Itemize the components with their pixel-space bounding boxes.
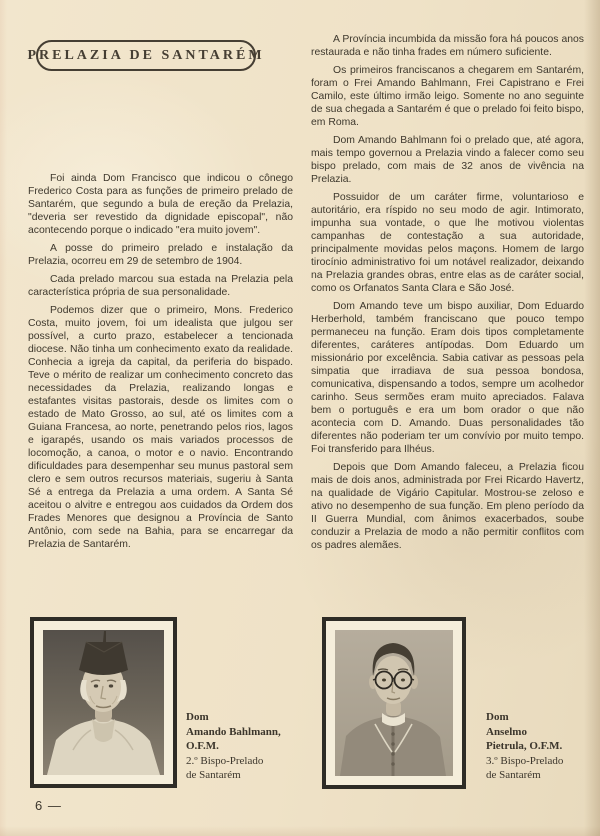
- paragraph: Os primeiros franciscanos a chegarem em Santarém, foram o Frei Amando Bahlmann, Frei Capistrano e Frei Camilo, este último irmão leigo. Somente no ano seguinte de sua chegada a Santarém é que o prelado foi feito bispo, em Roma.: [311, 65, 584, 128]
- paragraph: Podemos dizer que o primeiro, Mons. Frederico Costa, muito jovem, foi um idealista que julgou ser possível, a curto prazo, estabelecer a tencionada diocese. Não tinha um conhecimento exato da realidade. Conhecia a igreja da capital, da periferia do bispado. Teve o mérito de realizar um conhecimento concreto das necessidades da Prelazia, realizando longas e estafantes visitas pastorais, desde os limites com o estado de Mato Grosso, ao sul, até os limites com a Guiana Francesa, ao norte, penetrando pelos rios, lagos e igarapés, usando os mais variados processos de locomoção, a canoa, o motor e o navio. Encontrando dificuldades para desempenhar seu munus pastoral sem clero e sem outros recursos materiais, sugeriu à Santa Sé a entrega da Prelazia a uma ordem. A Santa Sé aceitou o alvitre e entregou aos cuidados da Ordem dos Frades Menores que designou a Província de Santo Antônio, com sede na Bahia, para se encarregar da Prelazia de Santarém.: [28, 305, 293, 550]
- caption-line: Pietrula, O.F.M.: [486, 740, 563, 752]
- caption-line: Amando Bahlmann,: [186, 725, 281, 738]
- caption-line: de Santarém: [486, 769, 541, 781]
- photo-frame-bahlmann: [30, 617, 177, 788]
- paragraph: Dom Amando teve um bispo auxiliar, Dom Eduardo Herberhold, também franciscano que pouco tempo permaneceu na função. Eram dois tipos completamente diferentes, caráteres antípodas. Dom Eduardo um missionário por excelência. Sabia cativar as pessoas pela simpatia que irradiava de sua pessoa bondosa, comunicativa, dispensando a todos, sempre um acolhedor carinho. Seus sermões eram muito apreciados. Falava bem o português e era um bom orador o que não acontecia com D. Amando. Duas personalidades tão diferentes não poderiam ter um convívio por muito tempo. Foi transferido para Ilhéus.: [311, 301, 584, 455]
- caption-line: de Santarém: [186, 769, 241, 781]
- page-title-box: [27, 40, 265, 71]
- caption-line: Anselmo: [486, 725, 527, 738]
- page-title: PRELAZIA DE SANTARÉM: [27, 47, 265, 63]
- caption-bahlmann: [186, 710, 281, 783]
- paragraph: A posse do primeiro prelado e instalação da Prelazia, ocorreu em 29 de setembro de 1904.: [28, 243, 293, 267]
- page-number: 6 —: [35, 798, 62, 813]
- paragraph: Possuidor de um caráter firme, voluntarioso e autoritário, era ríspido no seu modo de agir. Intimorato, impunha sua vontade, o que lhe motivou violentas campanhas de contestação a sua autoridade, principalmente movidas pelos maçons. Homem de largo tirocínio administrativo foi um notável realizador, deixando na Prelazia grandes obras, entre elas as de caráter social, como os Orfanatos Santa Clara e São José.: [311, 192, 584, 294]
- caption-line: 2.º Bispo-Prelado: [186, 754, 264, 767]
- paragraph: Foi ainda Dom Francisco que indicou o cônego Frederico Costa para as funções de primeiro prelado de Santarém, que segundo a bula de ereção da Prelazia, "deveria ser revestido da dignidade episcopal", não acontecendo porque o indicado "era muito jovem".: [28, 173, 293, 236]
- paragraph: Cada prelado marcou sua estada na Prelazia pela característica própria de sua personalidade.: [28, 274, 293, 298]
- photo-frame-pietrula: [322, 617, 466, 789]
- caption-pietrula: [486, 710, 563, 783]
- paragraph: Depois que Dom Amando faleceu, a Prelazia ficou mais de dois anos, administrada por Frei Ricardo Havertz, na qualidade de Vigário Capitular. Mostrou-se zeloso e ativo no desempenho de sua função. Em pleno período da II Guerra Mundial, com ânimos exacerbados, soube conduzir a Prelazia de modo a não permitir conflitos com os padres alemães.: [311, 462, 584, 551]
- caption-line: O.F.M.: [186, 740, 219, 752]
- pietrula-portrait-illustration: [335, 630, 453, 776]
- caption-line: Dom: [186, 711, 209, 723]
- paragraph: A Província incumbida da missão fora há poucos anos restaurada e não tinha frades em número suficiente.: [311, 34, 584, 58]
- caption-line: 3.º Bispo-Prelado: [486, 754, 564, 767]
- left-text-column: [28, 172, 293, 556]
- right-text-column: [311, 33, 584, 557]
- paragraph: Dom Amando Bahlmann foi o prelado que, até agora, mais tempo governou a Prelazia vindo a falecer como seu bispo prelado, com mais de 32 anos de vivência na Prelazia.: [311, 135, 584, 185]
- caption-line: Dom: [486, 711, 509, 723]
- bahlmann-portrait-illustration: [43, 630, 164, 775]
